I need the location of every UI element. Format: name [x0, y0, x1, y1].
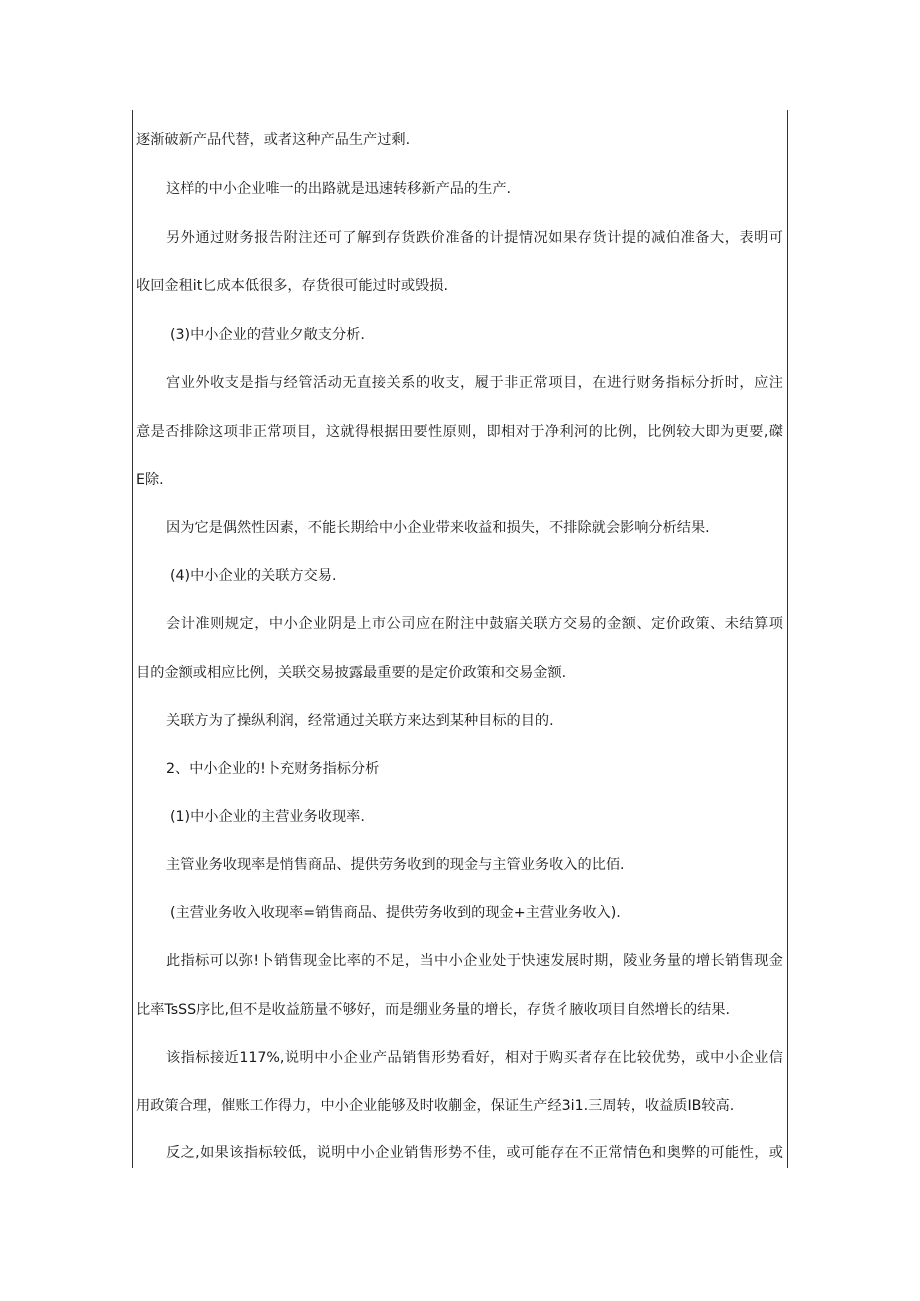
text-line: 该指标接近117%,说明中小企业产品销售形势看好，相对于购买者存在比较优势，或中小企业信 — [166, 1050, 783, 1066]
document-page — [132, 110, 788, 1168]
text-line: 主管业务收现率是悄售商品、提供劳务收到的现金与主管业务收入的比佰. — [166, 857, 625, 873]
text-line: 会计准则规定，中小企业阴是上市公司应在附注中鼓寤关联方交易的金额、定价政策、未结算项 — [166, 616, 783, 632]
text-line: 用政策合理，催账工作得力，中小企业能够及时收蒯金，保证生产经3i1.三周转，收益质IB较高. — [136, 1098, 735, 1114]
text-line: 收回金租it匕成本低很多，存货很可能过时或毁损. — [136, 278, 448, 294]
text-line: 意是否排除这项非正常项目，这就得根据田要性原则，即相对于净利河的比例，比例较大即为更要,磔 — [136, 424, 783, 440]
text-line: 另外通过财务报告附注还可了解到存货跌价准备的计提情况如果存货计提的减伯准备大，表明可 — [166, 230, 783, 246]
text-line: 这样的中小企业唯一的出路就是迅速转移新产品的生产. — [166, 181, 512, 197]
right-margin-rule — [787, 110, 788, 1168]
text-line: 反之,如果该指标较低，说明中小企业销售形势不佳，或可能存在不正常情色和奥弊的可能性，或 — [166, 1145, 783, 1161]
formula-line: (主营业务收入收现率=销售商品、提供劳务收到的现金+主营业务收入). — [170, 905, 621, 921]
text-line: 目的金额或相应比例，关联交易披露最重要的是定价政策和交易金额. — [136, 665, 567, 681]
section-heading: (3)中小企业的营业夕敞支分析. — [170, 327, 365, 343]
text-line: 此指标可以弥!卜销售现金比率的不足，当中小企业处于快速发展时期，陵业务量的增长销售现金 — [166, 953, 783, 969]
section-heading: (1)中小企业的主营业务收现率. — [170, 809, 365, 825]
section-heading: (4)中小企业的关联方交易. — [170, 568, 337, 584]
text-line: 宫业外收支是指与经管活动无直接关系的收支，履于非正常项目，在进行财务指标分折时，应注 — [166, 375, 783, 391]
section-heading: 2、中小企业的!卜充财务指标分析 — [166, 761, 380, 777]
text-line: 逐渐破新产品代替，或者这种产品生产过剩. — [136, 132, 411, 148]
left-margin-rule — [132, 110, 133, 1168]
text-line: 比率TsSS序比,但不是收益筋量不够好，而是绷业务量的增长，存货彳腋收项目自然增长的结果. — [136, 1002, 731, 1018]
text-line: 关联方为了操纵利润，经常通过关联方来达到某种目标的目的. — [166, 713, 554, 729]
text-line: 因为它是偶然性因素，不能长期给中小企业带来收益和损失，不排除就会影响分析结果. — [166, 520, 710, 536]
text-line: E除. — [136, 472, 164, 488]
